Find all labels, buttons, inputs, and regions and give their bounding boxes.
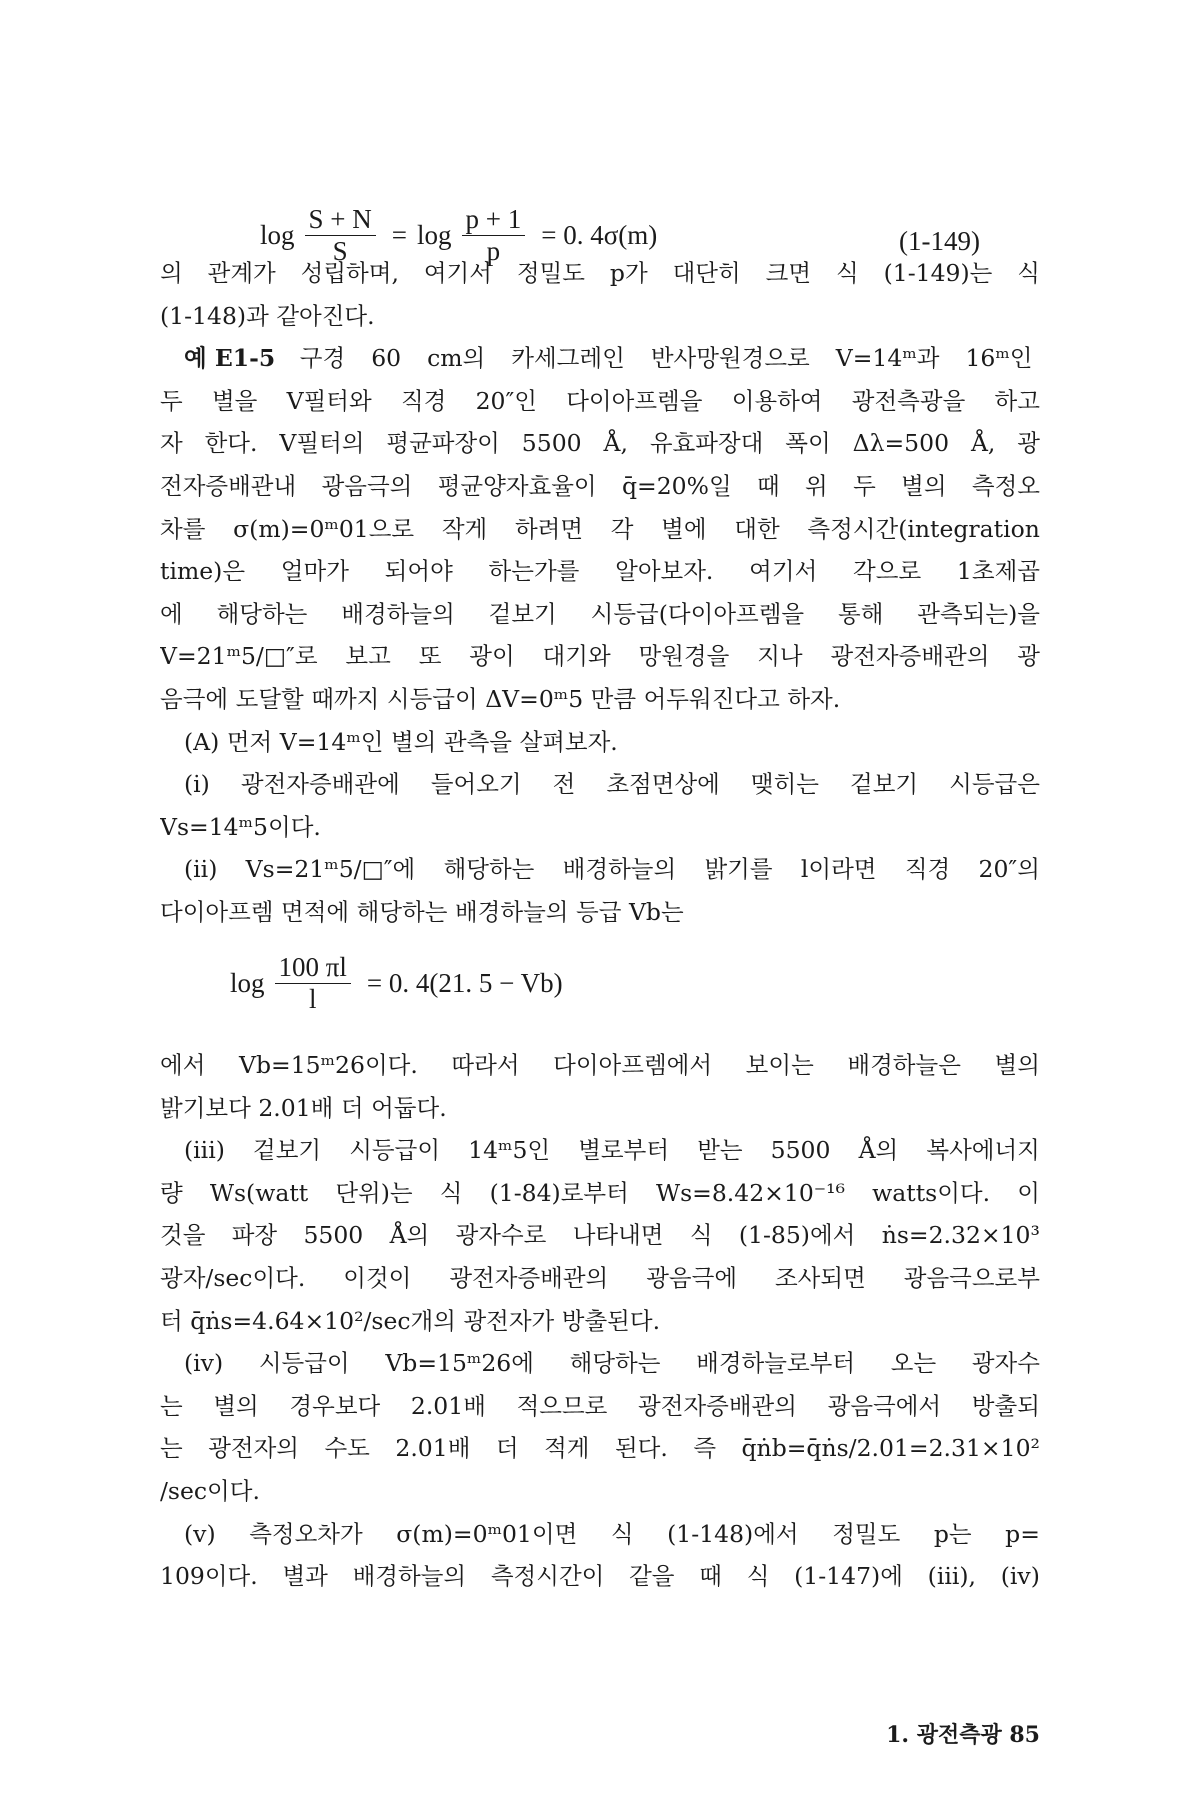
- word: 되어야: [384, 557, 453, 586]
- word: 해당하는: [216, 599, 308, 628]
- word: 식: [835, 259, 859, 287]
- word: 때: [699, 1562, 722, 1591]
- word: 광음극에서: [827, 1391, 942, 1420]
- word: 각으로: [853, 557, 922, 586]
- word: 위: [805, 471, 828, 500]
- word: 파장: [231, 1221, 278, 1250]
- word: 살펴보자.: [519, 727, 618, 756]
- word: 정밀도: [516, 259, 585, 287]
- word: (1-148)과: [160, 301, 269, 330]
- word: 별에: [661, 514, 707, 543]
- word: 식: [439, 1178, 463, 1207]
- word: 별의: [901, 471, 947, 500]
- word: Å,: [970, 429, 996, 458]
- text-line: [160, 721, 1040, 764]
- word: σ(m)=0ᵐ01으로: [233, 514, 415, 543]
- word: 다이아프렘: [160, 897, 274, 926]
- word: 받는: [697, 1136, 743, 1165]
- word: 같을: [629, 1562, 675, 1591]
- word: ṅs=2.32×10³: [881, 1221, 1040, 1250]
- word: 시등급이: [349, 1136, 441, 1165]
- text-line: [160, 295, 1040, 338]
- word: 량: [160, 1178, 183, 1207]
- word: 광자수: [971, 1349, 1040, 1378]
- word: 측정시간(integration: [807, 514, 1040, 543]
- word: 더: [340, 1093, 364, 1122]
- text-line: [160, 1385, 1040, 1428]
- word: (A): [184, 727, 220, 756]
- equation-number: (1-149): [899, 226, 980, 256]
- word: V필터와: [286, 386, 372, 415]
- text-line: [160, 635, 1040, 678]
- word: 초점면상에: [606, 770, 720, 799]
- word: 크면: [765, 259, 812, 287]
- word: p가: [609, 259, 648, 287]
- word: 의: [160, 259, 183, 287]
- word: 시등급이: [386, 684, 478, 713]
- word: 전: [552, 770, 576, 799]
- text-line: [160, 763, 1040, 806]
- word: 측정오: [971, 471, 1040, 500]
- word: (v): [184, 1519, 216, 1548]
- word: 터: [160, 1306, 183, 1335]
- word: 방출된다.: [561, 1306, 661, 1335]
- word: q̄=20%일: [621, 471, 732, 500]
- word: Å의: [858, 1136, 899, 1165]
- word: 등급: [576, 897, 622, 926]
- word: 조사되면: [774, 1263, 866, 1292]
- word: 해당하는: [443, 855, 535, 884]
- word: 직경: [400, 386, 447, 415]
- word: 광전측광을: [851, 386, 966, 415]
- word: 통해: [838, 599, 884, 628]
- text-line: [160, 337, 1040, 380]
- word: q̄ṅs=4.64×10²/sec개의: [190, 1306, 456, 1335]
- text-line: [160, 422, 1040, 465]
- word: watts이다.: [872, 1178, 991, 1207]
- word: 관측되는)을: [917, 599, 1040, 628]
- denominator: l: [308, 984, 317, 1015]
- word: (1-149)는: [883, 259, 993, 287]
- word: 109이다.: [160, 1562, 258, 1591]
- word: 광자/sec이다.: [160, 1263, 306, 1292]
- word: Vb=15ᵐ26이다.: [239, 1051, 418, 1079]
- text-line: [160, 678, 1040, 721]
- word: (iii),: [927, 1562, 977, 1591]
- text-line: [160, 550, 1040, 593]
- word: 차를: [160, 514, 206, 543]
- word: 대단히: [672, 259, 741, 287]
- word: 광이: [469, 642, 515, 671]
- word: 적게: [544, 1434, 590, 1463]
- word: (iii): [184, 1136, 225, 1165]
- body-text-block-a: [160, 252, 1040, 934]
- word: 별과: [282, 1562, 328, 1591]
- word: (1-147)에: [794, 1562, 903, 1591]
- word: 에서: [160, 1051, 206, 1079]
- word: 음극에: [160, 684, 229, 713]
- text-line: [160, 1044, 1040, 1087]
- word: 광음극의: [321, 471, 413, 500]
- word: 5500: [521, 429, 582, 458]
- word: 2.01배: [395, 1434, 471, 1463]
- word: 단위)는: [335, 1178, 413, 1207]
- text-line: [160, 1470, 1040, 1513]
- word: 시등급은: [949, 770, 1040, 799]
- word: 또: [418, 642, 442, 671]
- word: 수도: [324, 1434, 370, 1463]
- word: (iv): [184, 1349, 224, 1378]
- example-label: 예 E1-5: [184, 344, 276, 373]
- text-line: [160, 1087, 1040, 1130]
- word: 지나: [757, 642, 803, 671]
- word: 여기서: [423, 259, 492, 287]
- word: 별의: [390, 727, 437, 756]
- word: 광전자증배관의: [449, 1263, 609, 1292]
- word: ΔV=0ᵐ5: [485, 684, 584, 713]
- word: Vs=14ᵐ5이다.: [160, 812, 321, 841]
- word: p=: [1005, 1519, 1040, 1548]
- text-line: [160, 508, 1040, 551]
- word: 오는: [890, 1349, 937, 1378]
- word: 보고: [345, 642, 391, 671]
- word: 것을: [160, 1221, 206, 1250]
- word: Δλ=500: [852, 429, 950, 458]
- text-line: [160, 1172, 1040, 1215]
- word: 평균양자효율이: [437, 471, 597, 500]
- word: 보이는: [745, 1051, 814, 1079]
- word: 먼저: [226, 727, 273, 756]
- word: 광전자증배관에: [240, 770, 400, 799]
- word: 직경: [904, 855, 951, 884]
- word: 대기와: [542, 642, 611, 671]
- word: 하고: [994, 386, 1040, 415]
- word: 나타내면: [572, 1221, 664, 1250]
- word: 때: [757, 471, 780, 500]
- word: 더: [495, 1434, 519, 1463]
- word: 된다.: [614, 1434, 668, 1463]
- text-line: [160, 1427, 1040, 1470]
- word: 유효파장대: [649, 429, 764, 458]
- word: 작게: [441, 514, 488, 543]
- word: time)은: [160, 557, 246, 586]
- word: Å의: [389, 1221, 430, 1250]
- word: 전자증배관내: [160, 471, 297, 500]
- word: 복사에너지: [926, 1136, 1040, 1165]
- text-line: [160, 891, 1040, 934]
- numerator: S + N: [305, 204, 376, 236]
- word: 광전자의: [208, 1434, 299, 1463]
- word: 두: [160, 386, 183, 415]
- word: 대한: [734, 514, 780, 543]
- word: (1-148)에서: [667, 1519, 799, 1548]
- text-line: [160, 1513, 1040, 1556]
- word: 이용하여: [731, 386, 823, 415]
- word: (iv): [1000, 1562, 1040, 1591]
- fraction-100-pi-l-over-l: [275, 952, 351, 1015]
- word: 즉: [693, 1434, 717, 1463]
- word: 여기서: [749, 557, 818, 586]
- word: 배경하늘의: [454, 897, 569, 926]
- word: 카세그레인: [511, 344, 625, 373]
- denominator: p: [486, 236, 501, 267]
- word: 시등급(다이아프렘을: [590, 599, 805, 628]
- word: Vs=21ᵐ5/□″에: [245, 855, 416, 884]
- word: 얼마가: [280, 557, 349, 586]
- text-line: [160, 1129, 1040, 1172]
- word: Ws=8.42×10⁻¹⁶: [655, 1178, 846, 1207]
- text-line: [160, 1257, 1040, 1300]
- word: 다이아프렘을: [566, 386, 703, 415]
- word: 들어오기: [430, 770, 522, 799]
- word: 배경하늘로부터: [696, 1349, 856, 1378]
- word: 적으므로: [516, 1391, 608, 1420]
- log-function: log: [230, 968, 265, 999]
- word: σ(m)=0ᵐ01이면: [396, 1519, 578, 1548]
- word: 이것이: [343, 1263, 412, 1292]
- word: p는: [933, 1519, 972, 1548]
- word: 식: [610, 1519, 634, 1548]
- word: 면적에: [281, 897, 350, 926]
- word: l이라면: [800, 855, 877, 884]
- numerator: 100 πl: [275, 952, 351, 984]
- word: 겉보기: [850, 770, 919, 799]
- word: 측정시간이: [490, 1562, 605, 1591]
- word: 어둡다.: [371, 1093, 447, 1122]
- word: (1-84)로부터: [489, 1178, 629, 1207]
- equation-rhs: = 0. 4(21. 5 − Vb): [366, 968, 563, 999]
- word: 반사망원경으로: [650, 344, 810, 373]
- body-text-block-b: [160, 1044, 1040, 1598]
- word: 배경하늘의: [341, 599, 455, 628]
- equation-background-sky: [160, 952, 1040, 1032]
- word: 별을: [211, 386, 258, 415]
- word: 식: [1017, 259, 1040, 287]
- word: 는: [160, 1391, 183, 1420]
- word: 해당하는: [569, 1349, 661, 1378]
- word: 별의: [994, 1051, 1040, 1079]
- word: 따라서: [451, 1051, 520, 1079]
- word: 한다.: [204, 429, 258, 458]
- word: 하자.: [787, 684, 841, 713]
- word: 관계가: [207, 259, 276, 287]
- word: (ii): [184, 855, 218, 884]
- word: 14ᵐ5인: [468, 1136, 551, 1165]
- word: 방출되: [971, 1391, 1040, 1420]
- word: 5500: [303, 1221, 364, 1250]
- word: 관측을: [443, 727, 512, 756]
- word: q̄ṅb=q̄ṅs/2.01=2.31×10²: [741, 1434, 1040, 1463]
- word: (1-85)에서: [738, 1221, 856, 1250]
- text-line: [160, 1342, 1040, 1385]
- word: 이: [1017, 1178, 1040, 1207]
- text-line: [160, 380, 1040, 423]
- word: 1초제곱: [956, 557, 1040, 586]
- word: 20″의: [978, 855, 1040, 884]
- word: 광전자가: [463, 1306, 555, 1335]
- word: 16ᵐ인: [965, 344, 1033, 373]
- word: (i): [184, 770, 210, 799]
- word: Vb는: [628, 897, 684, 926]
- text-line: [160, 593, 1040, 636]
- word: 폭이: [785, 429, 831, 458]
- running-footer: 1. 광전측광 85: [886, 1722, 1040, 1748]
- word: 같아진다.: [276, 301, 375, 330]
- log-function: log: [260, 220, 295, 251]
- word: 때까지: [311, 684, 380, 713]
- word: 하는가를: [488, 557, 580, 586]
- word: 도달할: [235, 684, 304, 713]
- log-function: log: [417, 220, 452, 251]
- word: 배경하늘은: [847, 1051, 961, 1079]
- word: 별로부터: [578, 1136, 670, 1165]
- word: 식: [689, 1221, 713, 1250]
- word: 어두워진다고: [643, 684, 780, 713]
- numerator: p + 1: [462, 204, 526, 236]
- word: 광전자증배관의: [638, 1391, 797, 1420]
- word: 하려면: [514, 514, 584, 543]
- word: 맺히는: [750, 770, 819, 799]
- word: Ws(watt: [209, 1178, 309, 1207]
- word: 20″인: [475, 386, 537, 415]
- word: Å,: [603, 429, 628, 458]
- word: 에: [160, 599, 183, 628]
- word: 평균파장이: [386, 429, 500, 458]
- text-line: [160, 465, 1040, 508]
- word: 광전자증배관의: [830, 642, 990, 671]
- word: 광: [1017, 429, 1040, 458]
- word: 해당하는: [356, 897, 448, 926]
- word: 구경: [299, 344, 346, 373]
- word: V=14ᵐ인: [279, 727, 384, 756]
- word: 다이아프렘에서: [553, 1051, 713, 1079]
- word: 성립하며,: [300, 259, 399, 287]
- word: 측정오차가: [249, 1519, 363, 1548]
- word: 배경하늘의: [352, 1562, 467, 1591]
- word: 광: [1017, 642, 1040, 671]
- word: 2.01배: [258, 1093, 334, 1122]
- text-line: [160, 848, 1040, 891]
- word: 각: [610, 514, 634, 543]
- word: 광음극으로부: [903, 1263, 1040, 1292]
- text-line: [160, 252, 1040, 295]
- word: 시등급이: [258, 1349, 350, 1378]
- text-line: [160, 1300, 1040, 1343]
- word: 알아보자.: [615, 557, 714, 586]
- word: /sec이다.: [160, 1476, 260, 1505]
- word: V=14ᵐ과: [835, 344, 940, 373]
- word: 자: [160, 429, 183, 458]
- word: V=21ᵐ5/□″로: [160, 642, 318, 671]
- word: Vb=15ᵐ26에: [385, 1349, 534, 1378]
- word: V필터의: [279, 429, 365, 458]
- word: 2.01배: [410, 1391, 486, 1420]
- equals-sign: =: [391, 220, 407, 251]
- word: 겉보기: [488, 599, 557, 628]
- text-line: [160, 1214, 1040, 1257]
- word: 5500: [770, 1136, 831, 1165]
- word: cm의: [427, 344, 486, 373]
- word: 밝기보다: [160, 1093, 251, 1122]
- denominator: S: [332, 236, 348, 267]
- text-line: [160, 806, 1040, 849]
- text-line: [160, 1555, 1040, 1598]
- word: 망원경을: [638, 642, 730, 671]
- word: 만큼: [590, 684, 637, 713]
- word: 정밀도: [832, 1519, 901, 1548]
- word: 광자수로: [455, 1221, 547, 1250]
- word: 경우보다: [289, 1391, 381, 1420]
- word: 광음극에: [646, 1263, 738, 1292]
- equation-rhs: = 0. 4σ(m): [541, 220, 658, 251]
- word: 별의: [213, 1391, 259, 1420]
- word: 겉보기: [253, 1136, 322, 1165]
- word: 두: [853, 471, 876, 500]
- word: 식: [746, 1562, 770, 1591]
- word: 60: [371, 344, 402, 373]
- word: 배경하늘의: [562, 855, 677, 884]
- word: 는: [160, 1434, 183, 1463]
- word: 밝기를: [704, 855, 773, 884]
